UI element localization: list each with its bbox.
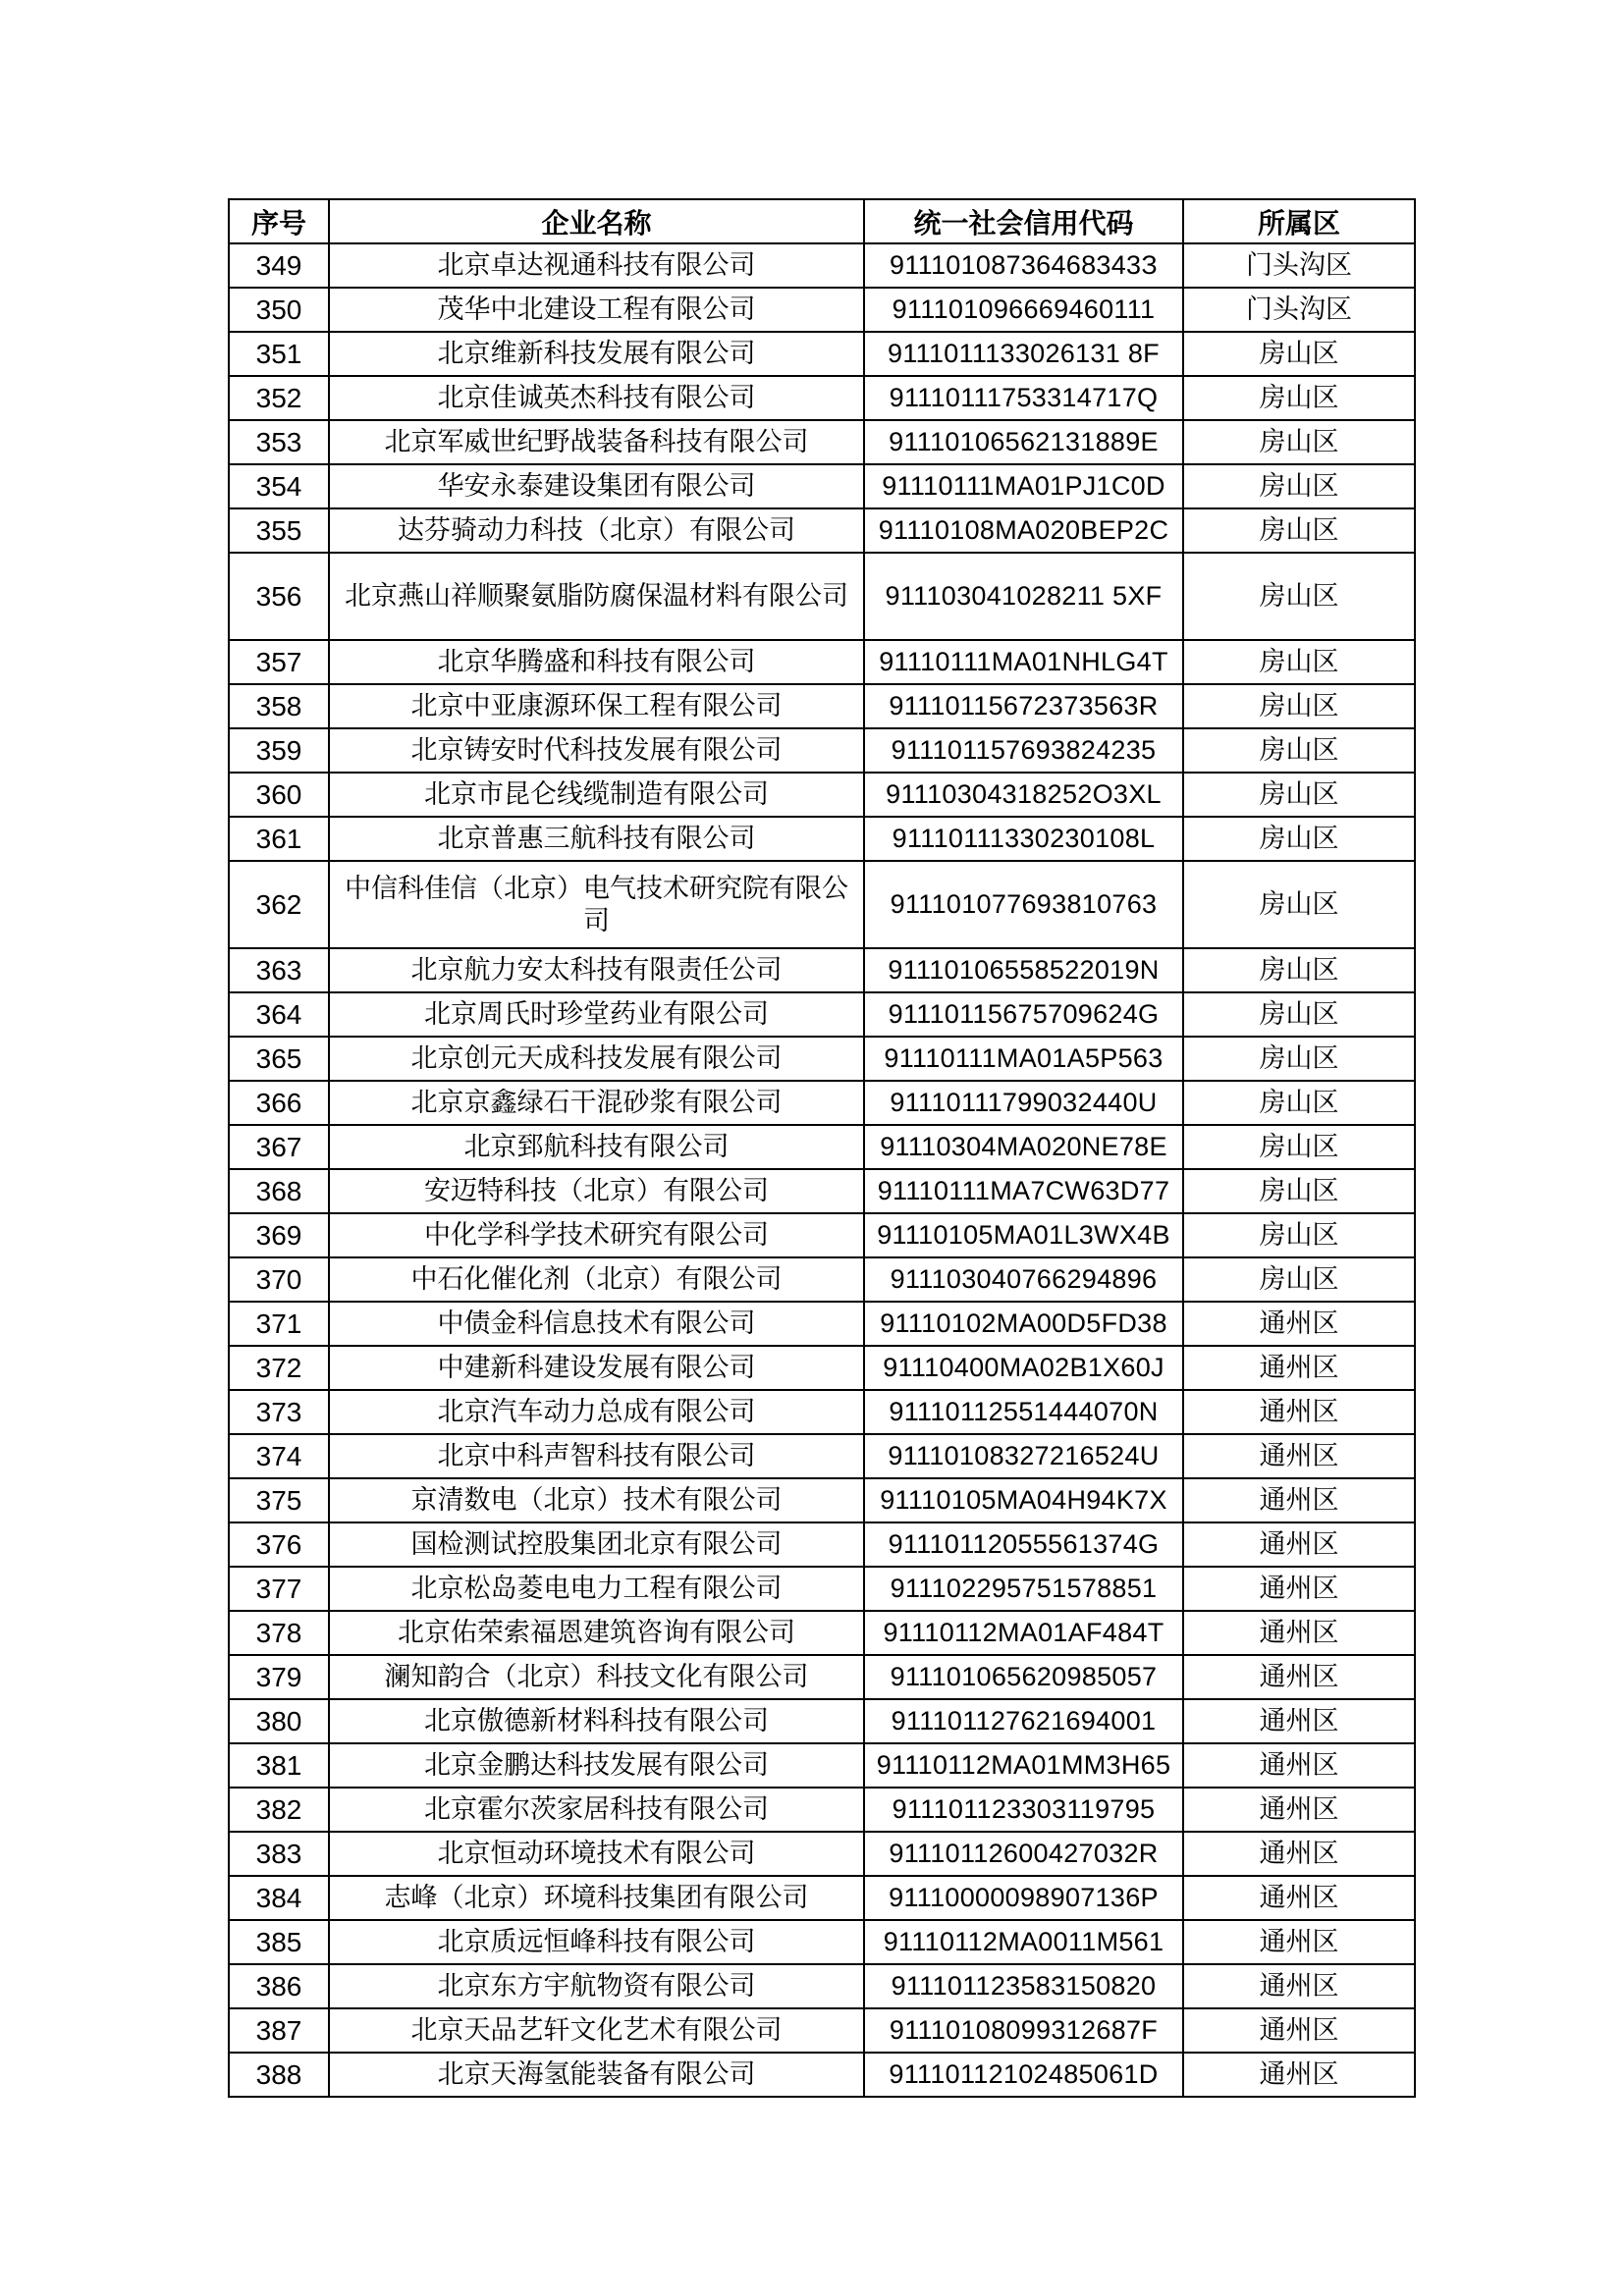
cell-credit-code: 91110400MA02B1X60J — [864, 1346, 1183, 1390]
table-row — [229, 1920, 1415, 1964]
cell-district: 通州区 — [1183, 1920, 1415, 1964]
header-company-name: 企业名称 — [329, 199, 864, 243]
cell-credit-code: 91110108736468343З — [864, 243, 1183, 288]
cell-company-name: 京清数电（北京）技术有限公司 — [329, 1478, 864, 1522]
table-row — [229, 1611, 1415, 1655]
cell-credit-code: 911102295751578851 — [864, 1567, 1183, 1611]
cell-company-name: 达芬骑动力科技（北京）有限公司 — [329, 508, 864, 553]
table-row — [229, 1655, 1415, 1699]
cell-district: 通州区 — [1183, 2008, 1415, 2053]
cell-seq: 379 — [229, 1655, 329, 1699]
cell-credit-code: 91110111MA7CW63D77 — [864, 1169, 1183, 1213]
table-row — [229, 1964, 1415, 2008]
cell-seq: 383 — [229, 1832, 329, 1876]
cell-company-name: 北京天品艺轩文化艺术有限公司 — [329, 2008, 864, 2053]
cell-credit-code: 91110111799032440U — [864, 1081, 1183, 1125]
table-row — [229, 332, 1415, 376]
cell-credit-code: 91110106558522019N — [864, 948, 1183, 992]
cell-credit-code: 91110115672373563R — [864, 684, 1183, 728]
cell-district: 通州区 — [1183, 1876, 1415, 1920]
cell-credit-code: 91110112MA01AF484T — [864, 1611, 1183, 1655]
table-row — [229, 1832, 1415, 1876]
cell-district: 通州区 — [1183, 1434, 1415, 1478]
table-row — [229, 1478, 1415, 1522]
cell-district: 房山区 — [1183, 773, 1415, 817]
cell-credit-code: 91110111MA01NHLG4T — [864, 640, 1183, 684]
header-row — [229, 199, 1415, 243]
cell-district: 通州区 — [1183, 1390, 1415, 1434]
cell-credit-code: 911101127621694001 — [864, 1699, 1183, 1743]
cell-company-name: 北京燕山祥顺聚氨脂防腐保温材料有限公司 — [329, 553, 864, 640]
table-row — [229, 1125, 1415, 1169]
cell-company-name: 北京华腾盛和科技有限公司 — [329, 640, 864, 684]
cell-credit-code: 91110111MA01PJ1C0D — [864, 464, 1183, 508]
cell-credit-code: 911103040766294896 — [864, 1257, 1183, 1302]
cell-district: 通州区 — [1183, 1567, 1415, 1611]
table-row — [229, 817, 1415, 861]
cell-credit-code: 91110102MA00D5FD38 — [864, 1302, 1183, 1346]
table-row — [229, 1522, 1415, 1567]
cell-credit-code: 91110111MA01A5P563 — [864, 1037, 1183, 1081]
cell-seq: 375 — [229, 1478, 329, 1522]
cell-company-name: 国检测试控股集团北京有限公司 — [329, 1522, 864, 1567]
cell-credit-code: 911101065620985057 — [864, 1655, 1183, 1699]
cell-company-name: 北京佳诚英杰科技有限公司 — [329, 376, 864, 420]
cell-credit-code: 911101077693810763 — [864, 861, 1183, 948]
cell-seq: 385 — [229, 1920, 329, 1964]
cell-company-name: 北京中科声智科技有限公司 — [329, 1434, 864, 1478]
cell-district: 房山区 — [1183, 861, 1415, 948]
header-district: 所属区 — [1183, 199, 1415, 243]
cell-seq: 372 — [229, 1346, 329, 1390]
cell-credit-code: 91110304318252O3XL — [864, 773, 1183, 817]
cell-seq: 355 — [229, 508, 329, 553]
cell-district: 通州区 — [1183, 1743, 1415, 1788]
cell-company-name: 北京天海氢能装备有限公司 — [329, 2053, 864, 2097]
cell-seq: 358 — [229, 684, 329, 728]
table-row — [229, 728, 1415, 773]
cell-company-name: 中化学科学技术研究有限公司 — [329, 1213, 864, 1257]
table-row — [229, 553, 1415, 640]
cell-seq: 373 — [229, 1390, 329, 1434]
cell-company-name: 北京质远恒峰科技有限公司 — [329, 1920, 864, 1964]
cell-company-name: 中建新科建设发展有限公司 — [329, 1346, 864, 1390]
cell-company-name: 北京普惠三航科技有限公司 — [329, 817, 864, 861]
cell-district: 门头沟区 — [1183, 243, 1415, 288]
table-row — [229, 2053, 1415, 2097]
cell-seq: 367 — [229, 1125, 329, 1169]
table-row — [229, 1743, 1415, 1788]
table-row — [229, 1434, 1415, 1478]
table-row — [229, 508, 1415, 553]
cell-district: 房山区 — [1183, 728, 1415, 773]
cell-seq: 360 — [229, 773, 329, 817]
table-row — [229, 1257, 1415, 1302]
cell-credit-code: 91110112055561374G — [864, 1522, 1183, 1567]
enterprise-table — [228, 198, 1416, 2098]
cell-company-name: 北京中亚康源环保工程有限公司 — [329, 684, 864, 728]
cell-seq: 368 — [229, 1169, 329, 1213]
cell-seq: 356 — [229, 553, 329, 640]
cell-company-name: 北京周氏时珍堂药业有限公司 — [329, 992, 864, 1037]
cell-district: 通州区 — [1183, 1655, 1415, 1699]
table-row — [229, 948, 1415, 992]
cell-district: 通州区 — [1183, 1611, 1415, 1655]
cell-company-name: 北京郅航科技有限公司 — [329, 1125, 864, 1169]
cell-seq: 371 — [229, 1302, 329, 1346]
cell-credit-code: 911101096669460111 — [864, 288, 1183, 332]
cell-seq: 381 — [229, 1743, 329, 1788]
cell-seq: 361 — [229, 817, 329, 861]
table-row — [229, 1876, 1415, 1920]
cell-district: 门头沟区 — [1183, 288, 1415, 332]
cell-credit-code: 91110000098907136P — [864, 1876, 1183, 1920]
cell-company-name: 茂华中北建设工程有限公司 — [329, 288, 864, 332]
cell-company-name: 志峰（北京）环境科技集团有限公司 — [329, 1876, 864, 1920]
cell-district: 房山区 — [1183, 1081, 1415, 1125]
table-row — [229, 1213, 1415, 1257]
cell-seq: 380 — [229, 1699, 329, 1743]
cell-credit-code: 91110111330230108L — [864, 817, 1183, 861]
cell-district: 房山区 — [1183, 817, 1415, 861]
table-header — [229, 199, 1415, 243]
cell-district: 通州区 — [1183, 1699, 1415, 1743]
table-row — [229, 2008, 1415, 2053]
table-row — [229, 1567, 1415, 1611]
cell-district: 通州区 — [1183, 1964, 1415, 2008]
table-row — [229, 1390, 1415, 1434]
cell-company-name: 北京汽车动力总成有限公司 — [329, 1390, 864, 1434]
cell-company-name: 北京恒动环境技术有限公司 — [329, 1832, 864, 1876]
cell-credit-code: 91110304MA020NE78E — [864, 1125, 1183, 1169]
cell-company-name: 北京京鑫绿石干混砂浆有限公司 — [329, 1081, 864, 1125]
cell-seq: 353 — [229, 420, 329, 464]
table-body — [229, 243, 1415, 2097]
cell-seq: 352 — [229, 376, 329, 420]
cell-company-name: 北京市昆仑线缆制造有限公司 — [329, 773, 864, 817]
cell-company-name: 北京维新科技发展有限公司 — [329, 332, 864, 376]
table-row — [229, 288, 1415, 332]
cell-district: 房山区 — [1183, 376, 1415, 420]
cell-district: 房山区 — [1183, 640, 1415, 684]
cell-company-name: 中债金科信息技术有限公司 — [329, 1302, 864, 1346]
cell-credit-code: 91110108099312687F — [864, 2008, 1183, 2053]
cell-credit-code: 911101157693824235 — [864, 728, 1183, 773]
cell-seq: 388 — [229, 2053, 329, 2097]
table-row — [229, 1346, 1415, 1390]
cell-seq: 369 — [229, 1213, 329, 1257]
cell-seq: 377 — [229, 1567, 329, 1611]
table-row — [229, 1037, 1415, 1081]
cell-seq: 376 — [229, 1522, 329, 1567]
table-row — [229, 464, 1415, 508]
cell-seq: 366 — [229, 1081, 329, 1125]
cell-company-name: 北京霍尔茨家居科技有限公司 — [329, 1788, 864, 1832]
cell-credit-code: 91110112102485061D — [864, 2053, 1183, 2097]
cell-company-name: 中石化催化剂（北京）有限公司 — [329, 1257, 864, 1302]
cell-company-name: 北京卓达视通科技有限公司 — [329, 243, 864, 288]
cell-credit-code: 91110112MA01MM3H65 — [864, 1743, 1183, 1788]
cell-credit-code: 91110112600427032R — [864, 1832, 1183, 1876]
cell-company-name: 北京佑荣索福恩建筑咨询有限公司 — [329, 1611, 864, 1655]
cell-district: 房山区 — [1183, 464, 1415, 508]
cell-seq: 363 — [229, 948, 329, 992]
cell-credit-code: 91110108MA020BEP2C — [864, 508, 1183, 553]
cell-seq: 357 — [229, 640, 329, 684]
cell-seq: 350 — [229, 288, 329, 332]
cell-seq: 387 — [229, 2008, 329, 2053]
table-row — [229, 1081, 1415, 1125]
cell-company-name: 北京傲德新材料科技有限公司 — [329, 1699, 864, 1743]
cell-credit-code: 91110112551444070N — [864, 1390, 1183, 1434]
cell-district: 房山区 — [1183, 1257, 1415, 1302]
cell-credit-code: 911101123303119795 — [864, 1788, 1183, 1832]
cell-district: 房山区 — [1183, 508, 1415, 553]
cell-seq: 378 — [229, 1611, 329, 1655]
cell-credit-code: 911101123583150820 — [864, 1964, 1183, 2008]
cell-district: 通州区 — [1183, 1478, 1415, 1522]
cell-district: 房山区 — [1183, 420, 1415, 464]
cell-seq: 382 — [229, 1788, 329, 1832]
cell-district: 房山区 — [1183, 992, 1415, 1037]
cell-district: 房山区 — [1183, 1169, 1415, 1213]
cell-seq: 362 — [229, 861, 329, 948]
cell-seq: 359 — [229, 728, 329, 773]
table-row — [229, 861, 1415, 948]
cell-company-name: 北京军威世纪野战装备科技有限公司 — [329, 420, 864, 464]
table-row — [229, 243, 1415, 288]
cell-company-name: 北京铸安时代科技发展有限公司 — [329, 728, 864, 773]
cell-credit-code: 91110115675709624G — [864, 992, 1183, 1037]
cell-seq: 386 — [229, 1964, 329, 2008]
cell-company-name: 北京航力安太科技有限责任公司 — [329, 948, 864, 992]
table-row — [229, 1699, 1415, 1743]
cell-seq: 370 — [229, 1257, 329, 1302]
cell-seq: 349 — [229, 243, 329, 288]
cell-company-name: 北京松岛菱电电力工程有限公司 — [329, 1567, 864, 1611]
cell-district: 房山区 — [1183, 332, 1415, 376]
cell-credit-code: 91110112MA0011M561 — [864, 1920, 1183, 1964]
cell-company-name: 北京创元天成科技发展有限公司 — [329, 1037, 864, 1081]
cell-company-name: 北京东方宇航物资有限公司 — [329, 1964, 864, 2008]
cell-seq: 351 — [229, 332, 329, 376]
table-row — [229, 1302, 1415, 1346]
cell-credit-code: 91110106562131889E — [864, 420, 1183, 464]
table-row — [229, 376, 1415, 420]
cell-credit-code: 91110105MA04H94K7X — [864, 1478, 1183, 1522]
cell-seq: 364 — [229, 992, 329, 1037]
cell-company-name: 澜知韵合（北京）科技文化有限公司 — [329, 1655, 864, 1699]
table-row — [229, 1788, 1415, 1832]
cell-district: 通州区 — [1183, 1832, 1415, 1876]
cell-district: 通州区 — [1183, 1346, 1415, 1390]
cell-credit-code: 91110108327216524U — [864, 1434, 1183, 1478]
cell-district: 房山区 — [1183, 948, 1415, 992]
cell-district: 通州区 — [1183, 1522, 1415, 1567]
table-row — [229, 684, 1415, 728]
cell-company-name: 中信科佳信（北京）电气技术研究院有限公司 — [329, 861, 864, 948]
cell-seq: 374 — [229, 1434, 329, 1478]
cell-company-name: 北京金鹏达科技发展有限公司 — [329, 1743, 864, 1788]
table-row — [229, 640, 1415, 684]
cell-credit-code: 91110111753314717Q — [864, 376, 1183, 420]
cell-seq: 354 — [229, 464, 329, 508]
cell-district: 房山区 — [1183, 553, 1415, 640]
cell-credit-code: 91110105MA01L3WX4B — [864, 1213, 1183, 1257]
cell-district: 通州区 — [1183, 1302, 1415, 1346]
table-row — [229, 992, 1415, 1037]
table-row — [229, 1169, 1415, 1213]
cell-district: 通州区 — [1183, 1788, 1415, 1832]
cell-company-name: 华安永泰建设集团有限公司 — [329, 464, 864, 508]
cell-seq: 365 — [229, 1037, 329, 1081]
header-credit-code: 统一社会信用代码 — [864, 199, 1183, 243]
cell-district: 房山区 — [1183, 1125, 1415, 1169]
cell-company-name: 安迈特科技（北京）有限公司 — [329, 1169, 864, 1213]
header-seq: 序号 — [229, 199, 329, 243]
cell-district: 通州区 — [1183, 2053, 1415, 2097]
cell-credit-code: 911103041028211 5XF — [864, 553, 1183, 640]
cell-district: 房山区 — [1183, 684, 1415, 728]
cell-seq: 384 — [229, 1876, 329, 1920]
cell-district: 房山区 — [1183, 1037, 1415, 1081]
cell-credit-code: 9111011133026131 8F — [864, 332, 1183, 376]
table-row — [229, 420, 1415, 464]
table-row — [229, 773, 1415, 817]
cell-district: 房山区 — [1183, 1213, 1415, 1257]
